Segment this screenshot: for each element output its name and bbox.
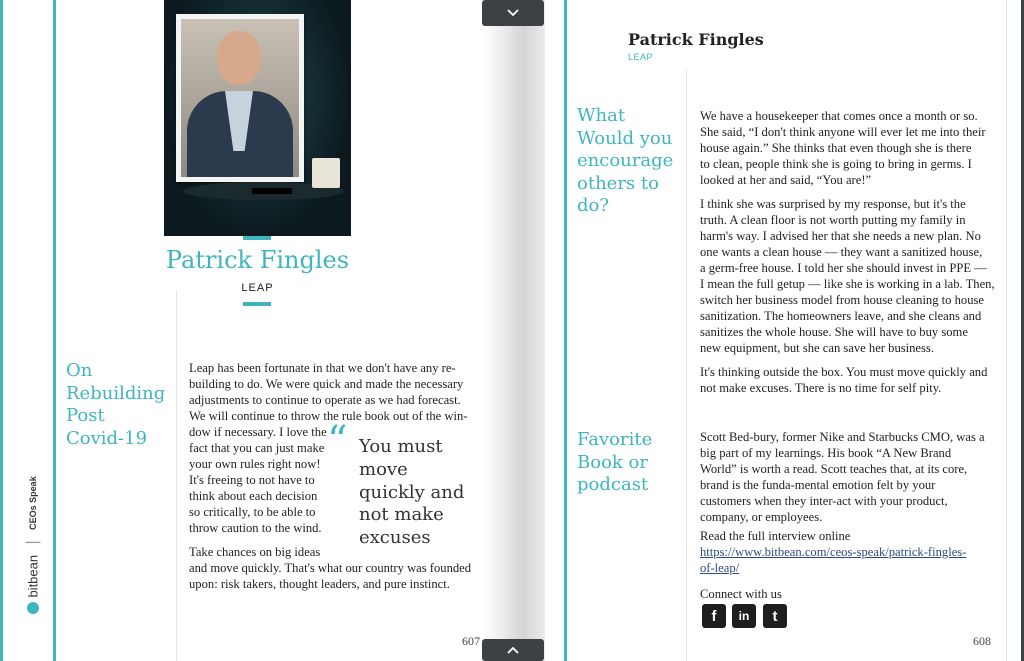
article-body: Leap has been fortunate in that we don't have any re- building to do. We were quick and made the necessary adjustments to continue to operate as we had forecast. We will continue to throw the rule book out of the win- dow if necessary. I love the fact that you can just make your own rules right now! It's freeing to not have to think about each decision so critically, to be able to throw caution to the wind. Take chances on big ideas and move quickly. That's what our country was founded upon: risk takers, thought leaders, and pure instinct.: [189, 361, 472, 591]
chevron-up-icon: [506, 645, 520, 655]
page-border-left: [0, 0, 3, 661]
header-name: Patrick Fingles: [628, 30, 764, 49]
interview-link[interactable]: https://www.bitbean.com/ceos-speak/patrick-fingles- of-leap/: [700, 545, 967, 575]
bitbean-logo-icon: [27, 602, 39, 614]
facebook-icon[interactable]: f: [702, 604, 726, 628]
quote-mark-icon: “: [327, 418, 348, 464]
page-number-left: 607: [462, 634, 480, 648]
linkedin-icon[interactable]: in: [732, 604, 756, 628]
page-number-right: 608: [973, 634, 991, 648]
scroll-up-button[interactable]: [482, 639, 544, 661]
side-brand-label: bitbean | CEOs Speak: [14, 484, 54, 624]
twitter-icon[interactable]: t: [763, 604, 787, 628]
header-company: LEAP: [628, 52, 654, 62]
accent-dash-bottom: [243, 302, 271, 306]
section-heading-encourage: What Would you encourage others to do?: [577, 105, 674, 216]
portrait-photo: [164, 0, 351, 236]
chevron-down-icon: [506, 8, 520, 18]
section-heading-rebuilding: On Rebuilding Post Covid-19: [66, 360, 166, 449]
brand-name: bitbean: [25, 554, 41, 598]
pull-quote: You must move quickly and not make excuses: [359, 436, 465, 549]
answer-book: Scott Bed-bury, former Nike and Starbucks CMO, was a big part of my learnings. His book “A New Brand World” is worth a read. Scott teaches that, at its core, brand is the funda-mental emotion felt by your customers when they inter-act with your product, company, or employees. Read the full interview online https://www.bitbean.com/ceos-speak/patrick-fingles- of-leap/ Connect with us: [700, 430, 985, 601]
column-divider: [176, 290, 177, 661]
scroll-down-button[interactable]: [482, 0, 544, 26]
section-heading-book: Favorite Book or podcast: [577, 429, 653, 495]
connect-text: Connect with us: [700, 587, 782, 601]
profile-name: Patrick Fingles: [165, 246, 350, 274]
series-tag: CEOs Speak: [28, 476, 38, 530]
read-more-text: Read the full interview online: [700, 529, 851, 543]
left-page: [0, 0, 497, 661]
accent-dash-top: [243, 236, 271, 240]
company-name: LEAP: [241, 282, 274, 294]
column-divider-right: [686, 68, 687, 661]
answer-encourage: We have a housekeeper that comes once a month or so. She said, “I don't think anyone will ever let me into their house again.” She thinks that even though she is there to clean, people think she is going to bring in germs. I looked at her and said, “You are!” I think she was surprised by my response, but it's the truth. A clean floor is not worth putting my family in harm's way. I advised her that she needs a new plan. No one wants a clean house — they want a sanitized house, a germ-free house. I told her she should invest in PPE — I mean the full getup — like she is working in a lab. Then, switch her business model from house cleaning to house sanitization. The homeowners leave, and she cleans and sanitizes the whole house. She will have to buy some new equipment, but she can save her business. It's thinking outside the box. You must move quickly and not make excuses. There is no time for self pity.: [700, 109, 995, 395]
accent-rule-right: [564, 0, 567, 661]
